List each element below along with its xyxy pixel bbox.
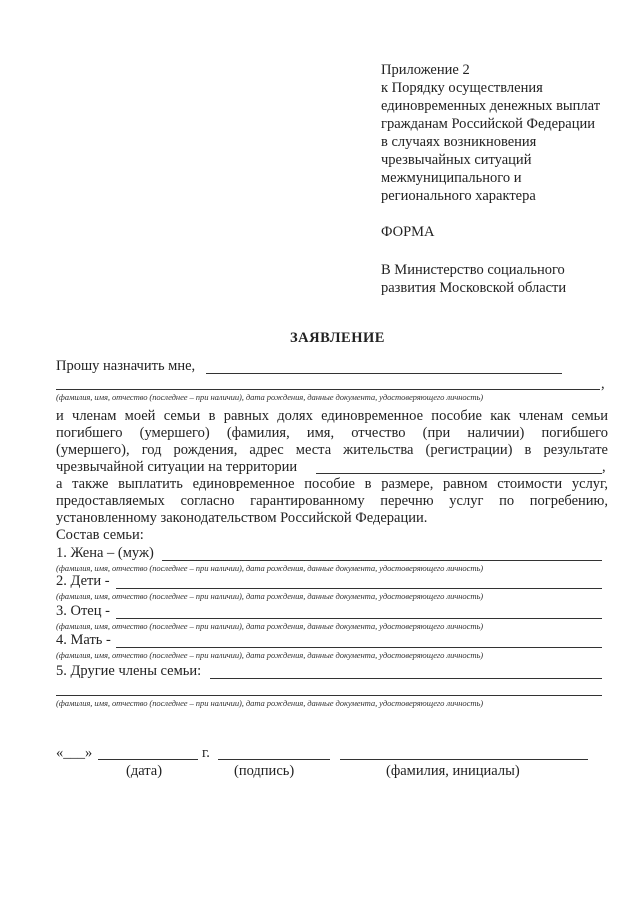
paragraph-line: а также выплатить единовременное пособие в размере, равном стоимости услуг, (56, 476, 608, 492)
family-heading: Состав семьи: (56, 527, 144, 543)
family-member-line[interactable] (162, 560, 602, 561)
family-member-caption: (фамилия, имя, отчество (последнее – при наличии), дата рождения, данные документа, удостоверяющего личность) (56, 563, 484, 573)
addressee-line: развития Московской области (381, 280, 567, 296)
signature-caption: (подпись) (234, 763, 295, 779)
paragraph-line: (умершего), год рождения, адрес места жительства (регистрации) в результате (56, 442, 608, 458)
request-details-line[interactable] (56, 389, 600, 390)
appendix-line: в случаях возникновения (381, 134, 537, 150)
paragraph-line: и членам моей семьи в равных долях единовременное пособие как членам семьи (56, 408, 608, 424)
document-title: ЗАЯВЛЕНИЕ (290, 330, 385, 346)
family-member-caption: (фамилия, имя, отчество (последнее – при наличии), дата рождения, данные документа, удостоверяющего личность) (56, 698, 484, 708)
date-day-field[interactable]: «___» (56, 745, 93, 761)
family-member-caption: (фамилия, имя, отчество (последнее – при наличии), дата рождения, данные документа, удостоверяющего личность) (56, 621, 484, 631)
request-name-line[interactable] (206, 373, 562, 374)
family-member-label: 1. Жена – (муж) (56, 545, 154, 561)
family-member-line[interactable] (116, 618, 602, 619)
appendix-line: регионального характера (381, 188, 536, 204)
territory-label: чрезвычайной ситуации на территории (56, 459, 298, 475)
paragraph-line: погибшего (умершего) (фамилия, имя, отчество (при наличии) погибшего (56, 425, 608, 441)
appendix-line: межмуниципального и (381, 170, 522, 186)
family-member-label: 3. Отец - (56, 603, 110, 619)
name-initials-caption: (фамилия, инициалы) (386, 763, 520, 779)
form-label: ФОРМА (381, 224, 435, 240)
territory-line[interactable] (316, 473, 602, 474)
date-month-line[interactable] (98, 759, 198, 760)
name-initials-line[interactable] (340, 759, 588, 760)
appendix-line: Приложение 2 (381, 62, 470, 78)
appendix-line: к Порядку осуществления (381, 80, 543, 96)
appendix-line: единовременных денежных выплат (381, 98, 601, 114)
signature-line[interactable] (218, 759, 330, 760)
family-member-extra-line[interactable] (56, 695, 602, 696)
family-member-line[interactable] (116, 647, 602, 648)
paragraph-line: установленному законодательством Российской Федерации. (56, 510, 428, 526)
family-member-caption: (фамилия, имя, отчество (последнее – при наличии), дата рождения, данные документа, удостоверяющего личность) (56, 650, 484, 660)
date-caption: (дата) (126, 763, 163, 779)
territory-comma: , (602, 459, 606, 475)
family-member-label: 4. Мать - (56, 632, 111, 648)
family-member-label: 2. Дети - (56, 573, 110, 589)
family-member-label: 5. Другие члены семьи: (56, 663, 202, 679)
addressee-line: В Министерство социального (381, 262, 565, 278)
appendix-line: чрезвычайных ситуаций (381, 152, 532, 168)
paragraph-line: предоставляемых согласно гарантированному перечню услуг по погребению, (56, 493, 608, 509)
date-year-suffix: г. (202, 745, 210, 761)
appendix-line: гражданам Российской Федерации (381, 116, 596, 132)
family-member-line[interactable] (210, 678, 602, 679)
family-member-line[interactable] (116, 588, 602, 589)
request-caption: (фамилия, имя, отчество (последнее – при наличии), дата рождения, данные документа, удостоверяющего личность) (56, 392, 484, 402)
family-member-caption: (фамилия, имя, отчество (последнее – при наличии), дата рождения, данные документа, удостоверяющего личность) (56, 591, 484, 601)
request-comma: , (601, 376, 605, 392)
request-label: Прошу назначить мне, (56, 358, 196, 374)
